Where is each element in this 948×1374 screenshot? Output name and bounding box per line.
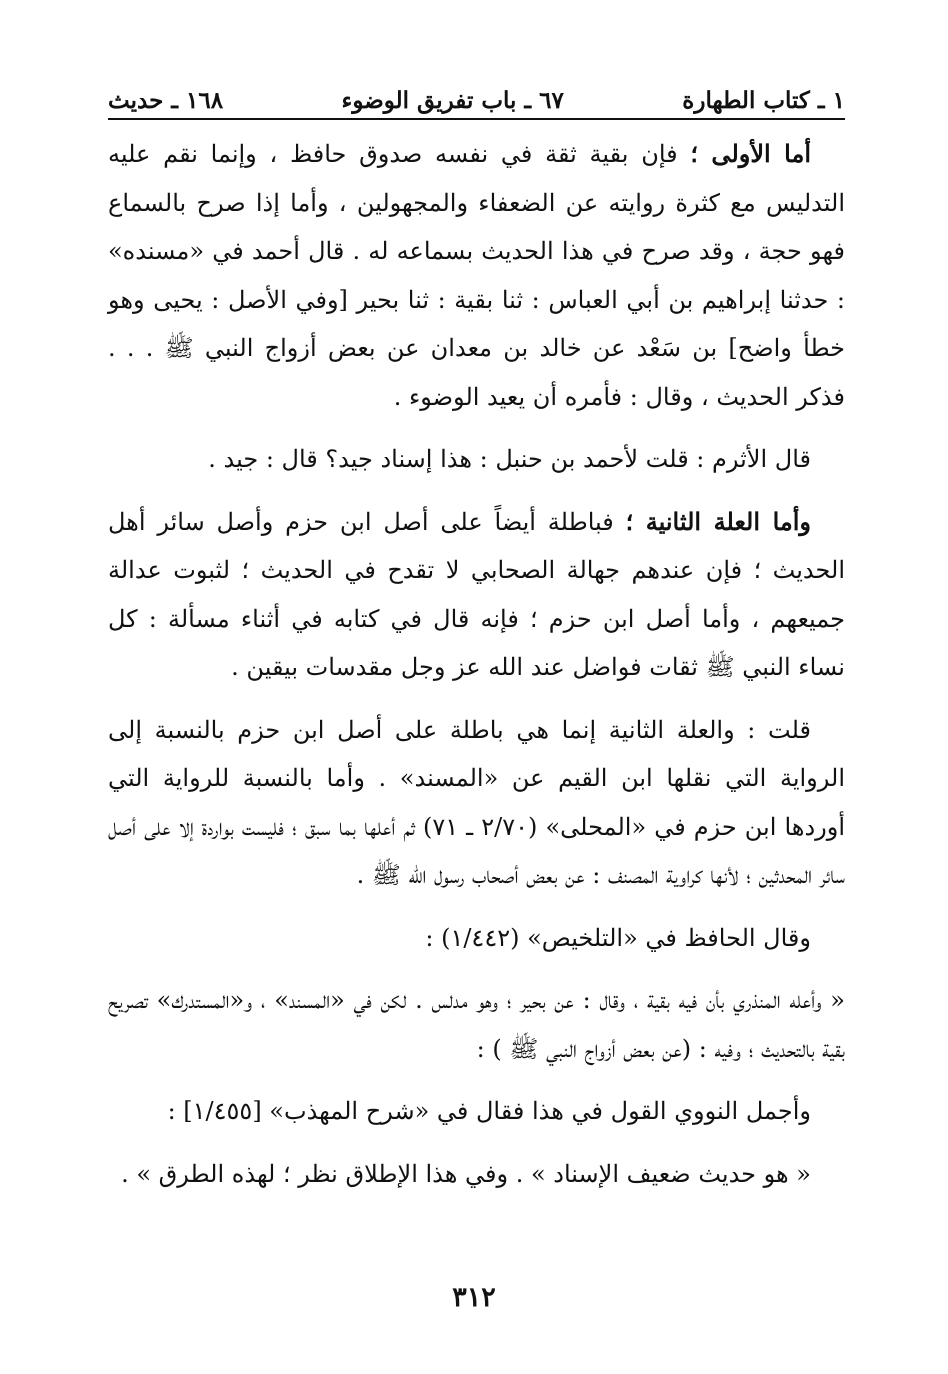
header-hadith-number: ١٦٨ ـ حديث <box>108 87 224 114</box>
header-section: ٦٧ ـ باب تفريق الوضوء <box>341 87 564 114</box>
paragraph-4 <box>108 706 845 900</box>
paragraph-text: وقال الحافظ في «التلخيص» (١/٤٤٢) : <box>425 923 811 952</box>
paragraph-text: « هو حديث ضعيف الإسناد » . وفي هذا الإطلاق نظر ؛ لهذه الطرق » . <box>121 1159 811 1188</box>
paragraph-7 <box>108 1087 845 1136</box>
page-body <box>108 130 845 1198</box>
paragraph-1 <box>108 130 845 421</box>
paragraph-3 <box>108 498 845 692</box>
paragraph-text: وأجمل النووي القول في هذا فقال في «شرح المهذب» [١/٤٥٥] : <box>167 1097 811 1125</box>
paragraph-2 <box>108 435 845 484</box>
header-chapter: ١ ـ كتاب الطهارة <box>682 87 845 114</box>
paragraph-text: فباطلة أيضاً على أصل ابن حزم وأصل سائر أهل الحديث ؛ فإن عندهم جهالة الصحابي لا تقدح في الحديث ؛ لثبوت عدالة جميعهم ، وأما أصل ابن حزم ؛ فإنه قال في كتابه في أثناء مسألة : كل نساء النبي ﷺ ثقات فواضل عند الله عز وجل مقدسات بيقين . <box>108 507 845 681</box>
paragraph-text: قال الأثرم : قلت لأحمد بن حنبل : هذا إسناد جيد؟ قال : جيد . <box>208 445 811 473</box>
paragraph-5 <box>108 914 845 963</box>
paragraph-8 <box>108 1150 845 1199</box>
paragraph-lead: وأما العلة الثانية ؛ <box>625 506 811 536</box>
paragraph-lead: أما الأولى ؛ <box>690 139 811 168</box>
paragraph-text: فإن بقية ثقة في نفسه صدوق حافظ ، وإنما نقم عليه التدليس مع كثرة روايته عن الضعفاء والمجهولين ، وأما إذا صرح بالسماع فهو حجة ، وقد صرح في هذا الحديث بسماعه له . قال أحمد في «مسنده» : حدثنا إبراهيم بن أبي العباس : ثنا بقية : ثنا بحير [وفي الأصل : يحيى وهو خطأ واضح] بن سَعْد عن خالد بن معدان عن بعض أزواج النبي ﷺ . . . فذكر الحديث ، وقال : فأمره أن يعيد الوضوء . <box>108 140 845 411</box>
paragraph-text: قلت : والعلة الثانية إنما هي باطلة على أصل ابن حزم بالنسبة إلى الرواية التي نقلها ابن القيم عن «المسند» . وأما بالنسبة للرواية التي أوردها ابن حزم في «المحلى» (٢/٧٠ ـ ٧١) ثم أعلها بما سبق ؛ فليست بواردة إلا على أصل سائر المحدثين ؛ لأنها كراوية المصنف : عن بعض أصحاب رسول الله ﷺ . <box>108 715 845 889</box>
page-number: ٣١٢ <box>452 1282 496 1313</box>
paragraph-6 <box>108 976 845 1073</box>
paragraph-text: « وأعله المنذري بأن فيه بقية ، وقال : عن بحير ؛ وهو مدلس . لكن في «المسند» ، و«المستدرك» تصريح بقية بالتحديث ؛ وفيه : (عن بعض أزواج النبي ﷺ ) : <box>108 986 845 1063</box>
running-header <box>108 70 845 120</box>
